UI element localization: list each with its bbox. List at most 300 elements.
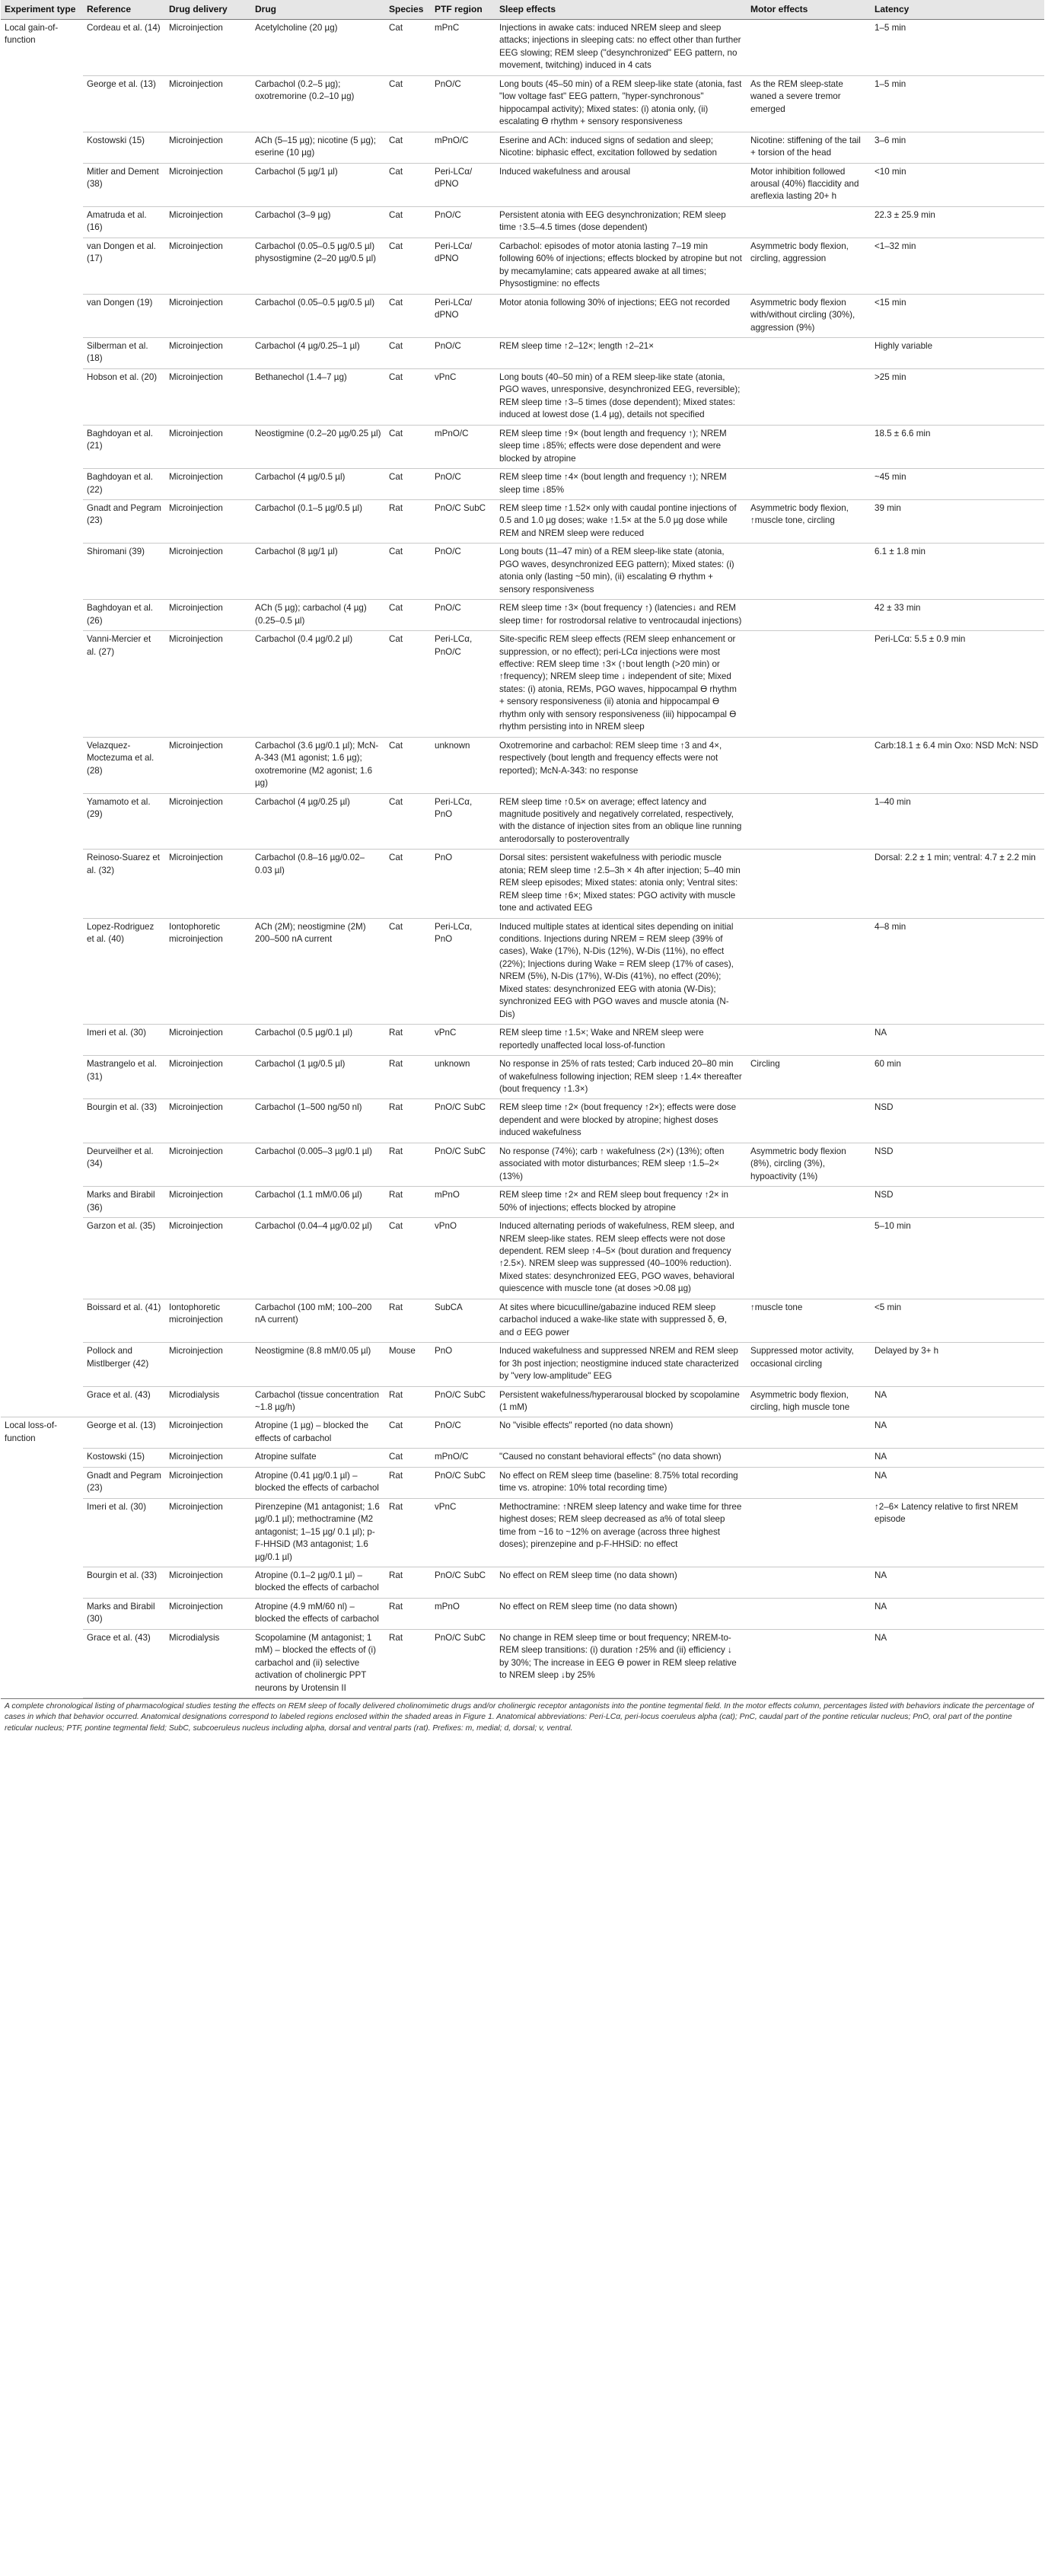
cell-drug-delivery: Microinjection <box>165 631 251 738</box>
cell-motor-effects: Motor inhibition followed arousal (40%) flaccidity and areflexia lasting 20+ h <box>747 163 871 206</box>
cell-drug: Atropine (4.9 mM/60 nl) – blocked the effects of carbachol <box>251 1598 385 1629</box>
cell-drug: Acetylcholine (20 µg) <box>251 20 385 76</box>
header-species: Species <box>385 0 431 20</box>
cell-drug: Atropine (0.41 µg/0.1 µl) – blocked the effects of carbachol <box>251 1467 385 1498</box>
cell-latency: NSD <box>871 1099 1044 1143</box>
cell-experiment-type <box>1 1629 83 1698</box>
cell-sleep-effects: Induced wakefulness and arousal <box>495 163 747 206</box>
cell-drug-delivery: Microinjection <box>165 132 251 163</box>
cell-sleep-effects: No effect on REM sleep time (no data shown) <box>495 1598 747 1629</box>
cell-sleep-effects: Induced multiple states at identical sites depending on initial conditions. Injections during NREM = REM sleep (39% of cases), Wake (17%), N-Dis (12%), W-Dis (11%), no effect (22%); Injections during Wake = REM sleep (17% of cases), NREM (5%), N-Dis (17%), W-Dis (41%), no effect (20%); Mixed states: desynchronized EEG with atonia (W-Dis); synchronized EEG with PGO waves and muscle atonia (N-Dis) <box>495 918 747 1025</box>
cell-drug: Carbachol (0.8–16 µg/0.02–0.03 µl) <box>251 850 385 918</box>
cell-reference: Imeri et al. (30) <box>83 1025 165 1056</box>
cell-drug: ACh (5–15 µg); nicotine (5 µg); eserine (10 µg) <box>251 132 385 163</box>
cell-drug: Carbachol (100 mM; 100–200 nA current) <box>251 1299 385 1342</box>
cell-motor-effects <box>747 20 871 76</box>
cell-ptf-region: mPnO/C <box>431 1449 495 1467</box>
cell-ptf-region: mPnO <box>431 1187 495 1218</box>
cell-motor-effects: Asymmetric body flexion (8%), circling (3%), hypoactivity (1%) <box>747 1143 871 1186</box>
cell-sleep-effects: Motor atonia following 30% of injections; EEG not recorded <box>495 294 747 337</box>
cell-ptf-region: Peri-LCα, PnO <box>431 793 495 850</box>
cell-ptf-region: PnO/C <box>431 1417 495 1449</box>
cell-sleep-effects: Eserine and ACh: induced signs of sedation and sleep; Nicotine: biphasic effect, excitation followed by sedation <box>495 132 747 163</box>
cell-reference: Gnadt and Pegram (23) <box>83 499 165 543</box>
cell-species: Rat <box>385 1099 431 1143</box>
cell-experiment-type <box>1 1343 83 1386</box>
table-row <box>1 1386 1044 1417</box>
cell-sleep-effects: No "visible effects" reported (no data shown) <box>495 1417 747 1449</box>
cell-sleep-effects: Induced alternating periods of wakefulness, REM sleep, and NREM sleep-like states. REM sleep effects were not dose dependent. REM sleep ↑4–5× (bout duration and frequency ↑2.5×). NREM sleep was suppressed (40–100% reduction). Mixed states: desynchronized EEG, PGO waves, behavioral quiescence with muscle tone (at doses >0.08 µg) <box>495 1218 747 1299</box>
header-ptf-region: PTF region <box>431 0 495 20</box>
header-motor-effects: Motor effects <box>747 0 871 20</box>
table-body <box>1 20 1044 1698</box>
cell-experiment-type <box>1 1143 83 1186</box>
cell-species: Rat <box>385 1567 431 1598</box>
cell-ptf-region: unknown <box>431 1056 495 1099</box>
cell-reference: Grace et al. (43) <box>83 1629 165 1698</box>
cell-experiment-type <box>1 1598 83 1629</box>
cell-drug: Carbachol (1.1 mM/0.06 µl) <box>251 1187 385 1218</box>
cell-reference: Baghdoyan et al. (26) <box>83 600 165 631</box>
table-row <box>1 1467 1044 1498</box>
cell-motor-effects <box>747 850 871 918</box>
table-row <box>1 132 1044 163</box>
table-row <box>1 1218 1044 1299</box>
cell-sleep-effects: REM sleep time ↑9× (bout length and frequency ↑); NREM sleep time ↓85%; effects were dose dependent and were blocked by atropine <box>495 425 747 468</box>
cell-reference: Cordeau et al. (14) <box>83 20 165 76</box>
cell-ptf-region: vPnC <box>431 368 495 425</box>
cell-reference: Shiromani (39) <box>83 544 165 600</box>
cell-latency: <5 min <box>871 1299 1044 1342</box>
table-row <box>1 793 1044 850</box>
cell-species: Cat <box>385 918 431 1025</box>
cell-motor-effects <box>747 469 871 500</box>
table-row <box>1 1629 1044 1698</box>
cell-species: Cat <box>385 425 431 468</box>
cell-drug: Bethanechol (1.4–7 µg) <box>251 368 385 425</box>
cell-motor-effects <box>747 1099 871 1143</box>
cell-drug-delivery: Microinjection <box>165 1498 251 1567</box>
cell-experiment-type <box>1 793 83 850</box>
cell-sleep-effects: Persistent wakefulness/hyperarousal blocked by scopolamine (1 mM) <box>495 1386 747 1417</box>
table-row <box>1 631 1044 738</box>
header-latency: Latency <box>871 0 1044 20</box>
footnote-text: A complete chronological listing of pharmacological studies testing the effects on REM sleep of focally delivered cholinomimetic drugs and/or cholinergic receptor antagonists into the pontine tegmental field. In the motor effects column, percentages listed with behaviors indicate the percentage of cases in which that behavior occurred. Anatomical designations correspond to labeled regions enclosed within the shaded areas in Figure 1. Anatomical abbreviations: Peri-LCα, peri-locus coeruleus alpha (cat); PnC, caudal part of the pontine reticular nucleus; PnO, oral part of the pontine reticular nucleus; PTF, pontine tegmental field; SubC, subcoeruleus nucleus including alpha, dorsal and ventral parts (rat). Prefixes: m, medial; d, dorsal; v, ventral. <box>5 1702 1034 1733</box>
cell-reference: Marks and Birabil (36) <box>83 1187 165 1218</box>
cell-experiment-type <box>1 294 83 337</box>
cell-drug-delivery: Iontophoretic microinjection <box>165 1299 251 1342</box>
cell-latency: NSD <box>871 1187 1044 1218</box>
cell-drug-delivery: Microinjection <box>165 163 251 206</box>
cell-species: Rat <box>385 1143 431 1186</box>
cell-drug-delivery: Microinjection <box>165 368 251 425</box>
cell-experiment-type <box>1 850 83 918</box>
cell-species: Cat <box>385 338 431 369</box>
cell-drug: ACh (2M); neostigmine (2M) 200–500 nA current <box>251 918 385 1025</box>
cell-reference: George et al. (13) <box>83 75 165 132</box>
cell-drug: Neostigmine (0.2–20 µg/0.25 µl) <box>251 425 385 468</box>
cell-ptf-region: PnO/C SubC <box>431 1143 495 1186</box>
cell-species: Rat <box>385 1598 431 1629</box>
cell-sleep-effects: At sites where bicuculline/gabazine induced REM sleep carbachol induced a wake-like state with suppressed δ, ϴ, and σ EEG power <box>495 1299 747 1342</box>
table-row <box>1 75 1044 132</box>
cell-species: Rat <box>385 499 431 543</box>
cell-reference: Bourgin et al. (33) <box>83 1567 165 1598</box>
cell-motor-effects <box>747 1498 871 1567</box>
cell-species: Cat <box>385 132 431 163</box>
cell-latency: NA <box>871 1386 1044 1417</box>
cell-latency: Delayed by 3+ h <box>871 1343 1044 1386</box>
cell-drug-delivery: Microdialysis <box>165 1386 251 1417</box>
cell-latency: <10 min <box>871 163 1044 206</box>
table-row <box>1 600 1044 631</box>
cell-reference: Lopez-Rodriguez et al. (40) <box>83 918 165 1025</box>
cell-latency: 6.1 ± 1.8 min <box>871 544 1044 600</box>
cell-ptf-region: PnO/C SubC <box>431 1467 495 1498</box>
cell-species: Rat <box>385 1187 431 1218</box>
table-row <box>1 1343 1044 1386</box>
cell-reference: Bourgin et al. (33) <box>83 1099 165 1143</box>
cell-ptf-region: PnO/C SubC <box>431 1567 495 1598</box>
cell-experiment-type: Local gain-of-function <box>1 20 83 76</box>
cell-ptf-region: vPnO <box>431 1218 495 1299</box>
cell-drug-delivery: Microinjection <box>165 1025 251 1056</box>
cell-species: Cat <box>385 206 431 238</box>
cell-latency: NA <box>871 1449 1044 1467</box>
cell-motor-effects <box>747 206 871 238</box>
cell-latency: NA <box>871 1567 1044 1598</box>
cell-latency: NA <box>871 1629 1044 1698</box>
cell-drug: Pirenzepine (M1 antagonist; 1.6 µg/0.1 µl); methoctramine (M2 antagonist; 1–15 µg/ 0.1 µl); p-F-HHSiD (M3 antagonist; 1.6 µg/0.1 µl) <box>251 1498 385 1567</box>
cell-drug: Carbachol (tissue concentration ~1.8 µg/h) <box>251 1386 385 1417</box>
cell-reference: Grace et al. (43) <box>83 1386 165 1417</box>
cell-motor-effects: Asymmetric body flexion, circling, aggression <box>747 238 871 294</box>
cell-motor-effects <box>747 1025 871 1056</box>
cell-reference: Kostowski (15) <box>83 1449 165 1467</box>
cell-drug-delivery: Microinjection <box>165 425 251 468</box>
cell-ptf-region: Peri-LCα, PnO/C <box>431 631 495 738</box>
table-row <box>1 20 1044 76</box>
cell-drug-delivery: Microdialysis <box>165 1629 251 1698</box>
cell-species: Rat <box>385 1386 431 1417</box>
table-row <box>1 294 1044 337</box>
cell-ptf-region: PnO/C <box>431 338 495 369</box>
cell-sleep-effects: REM sleep time ↑0.5× on average; effect latency and magnitude positively and negatively correlated, respectively, with the distance of injection sites from an oblique line running anterodorsally to posteroventrally <box>495 793 747 850</box>
cell-species: Cat <box>385 737 431 793</box>
table-row <box>1 163 1044 206</box>
cell-reference: Gnadt and Pegram (23) <box>83 1467 165 1498</box>
cell-drug-delivery: Microinjection <box>165 793 251 850</box>
cell-reference: Imeri et al. (30) <box>83 1498 165 1567</box>
cell-reference: Baghdoyan et al. (21) <box>83 425 165 468</box>
cell-sleep-effects: REM sleep time ↑1.5×; Wake and NREM sleep were reportedly unaffected local loss-of-function <box>495 1025 747 1056</box>
cell-motor-effects: Asymmetric body flexion with/without circling (30%), aggression (9%) <box>747 294 871 337</box>
cell-motor-effects <box>747 544 871 600</box>
cell-latency: ↑2–6× Latency relative to first NREM episode <box>871 1498 1044 1567</box>
cell-experiment-type <box>1 132 83 163</box>
cell-motor-effects <box>747 1567 871 1598</box>
cell-species: Cat <box>385 1449 431 1467</box>
cell-drug: Carbachol (4 µg/0.25 µl) <box>251 793 385 850</box>
cell-reference: van Dongen et al. (17) <box>83 238 165 294</box>
cell-species: Cat <box>385 294 431 337</box>
cell-motor-effects <box>747 737 871 793</box>
cell-ptf-region: vPnC <box>431 1025 495 1056</box>
cell-species: Cat <box>385 600 431 631</box>
cell-experiment-type <box>1 1386 83 1417</box>
cell-latency: <15 min <box>871 294 1044 337</box>
cell-drug-delivery: Microinjection <box>165 1567 251 1598</box>
cell-motor-effects <box>747 1598 871 1629</box>
cell-drug: Atropine sulfate <box>251 1449 385 1467</box>
cell-experiment-type <box>1 1449 83 1467</box>
cell-drug-delivery: Microinjection <box>165 1143 251 1186</box>
cell-sleep-effects: REM sleep time ↑2× (bout frequency ↑2×); effects were dose dependent and were blocked by atropine; highest doses induced wakefulness <box>495 1099 747 1143</box>
cell-sleep-effects: Site-specific REM sleep effects (REM sleep enhancement or suppression, or no effect); peri-LCα injections were most effective: REM sleep time ↑3× (↑bout length (>20 min) or ↑frequency); NREM sleep time ↓ independent of site; Mixed states: (i) atonia, REMs, PGO waves, hippocampal ϴ rhythm + sensory responsiveness (ii) atonia and hippocampal ϴ rhythm only with sensory responsiveness (iii) hippocampal ϴ rhythm persisting into in NREM sleep <box>495 631 747 738</box>
cell-sleep-effects: REM sleep time ↑1.52× only with caudal pontine injections of 0.5 and 1.0 µg doses; wake ↑1.5× at the 5.0 µg dose while REM and NREM sleep were reduced <box>495 499 747 543</box>
cell-species: Rat <box>385 1025 431 1056</box>
cell-ptf-region: unknown <box>431 737 495 793</box>
table-row <box>1 1056 1044 1099</box>
cell-species: Rat <box>385 1056 431 1099</box>
cell-experiment-type <box>1 469 83 500</box>
cell-drug: Carbachol (0.1–5 µg/0.5 µl) <box>251 499 385 543</box>
cell-reference: Boissard et al. (41) <box>83 1299 165 1342</box>
cell-motor-effects <box>747 1417 871 1449</box>
cell-sleep-effects: Long bouts (11–47 min) of a REM sleep-like state (atonia, PGO waves, desynchronized EEG pattern); Mixed states: (i) atonia only (lasting ~50 min), (ii) escalating ϴ rhythm + sensory responsiveness <box>495 544 747 600</box>
table-row <box>1 206 1044 238</box>
cell-ptf-region: PnO/C SubC <box>431 1386 495 1417</box>
cell-sleep-effects: REM sleep time ↑2–12×; length ↑2–21× <box>495 338 747 369</box>
cell-experiment-type <box>1 737 83 793</box>
cell-experiment-type <box>1 918 83 1025</box>
cell-species: Cat <box>385 238 431 294</box>
cell-drug: Carbachol (4 µg/0.25–1 µl) <box>251 338 385 369</box>
cell-experiment-type <box>1 75 83 132</box>
cell-drug-delivery: Iontophoretic microinjection <box>165 918 251 1025</box>
cell-motor-effects <box>747 793 871 850</box>
cell-motor-effects <box>747 1218 871 1299</box>
cell-drug-delivery: Microinjection <box>165 544 251 600</box>
cell-latency: 60 min <box>871 1056 1044 1099</box>
cell-drug-delivery: Microinjection <box>165 737 251 793</box>
table-row <box>1 737 1044 793</box>
cell-drug: Carbachol (0.5 µg/0.1 µl) <box>251 1025 385 1056</box>
cell-reference: Yamamoto et al. (29) <box>83 793 165 850</box>
cell-species: Cat <box>385 163 431 206</box>
table-row <box>1 1417 1044 1449</box>
cell-experiment-type <box>1 368 83 425</box>
table-row <box>1 238 1044 294</box>
cell-experiment-type <box>1 1299 83 1342</box>
cell-experiment-type <box>1 1218 83 1299</box>
cell-reference: Mitler and Dement (38) <box>83 163 165 206</box>
cell-drug-delivery: Microinjection <box>165 1343 251 1386</box>
cell-reference: Kostowski (15) <box>83 132 165 163</box>
cell-motor-effects <box>747 1629 871 1698</box>
cell-species: Mouse <box>385 1343 431 1386</box>
cell-drug-delivery: Microinjection <box>165 75 251 132</box>
cell-reference: Vanni-Mercier et al. (27) <box>83 631 165 738</box>
cell-sleep-effects: Carbachol: episodes of motor atonia lasting 7–19 min following 60% of injections; effects blocked by atropine but not by mecamylamine; cats appeared awake at all times; Physostigmine: no effects <box>495 238 747 294</box>
table-row <box>1 850 1044 918</box>
cell-experiment-type <box>1 163 83 206</box>
cell-reference: Deurveilher et al. (34) <box>83 1143 165 1186</box>
cell-drug: Carbachol (8 µg/1 µl) <box>251 544 385 600</box>
cell-ptf-region: Peri-LCα/ dPNO <box>431 238 495 294</box>
cell-drug-delivery: Microinjection <box>165 1187 251 1218</box>
cell-latency: 4–8 min <box>871 918 1044 1025</box>
cell-sleep-effects: Long bouts (40–50 min) of a REM sleep-like state (atonia, PGO waves, unresponsive, desynchronized EEG, reversible); REM sleep time ↑3–5 times (dose dependent); Mixed states: induced at lowest dose (1.4 µg), details not specified <box>495 368 747 425</box>
cell-experiment-type <box>1 544 83 600</box>
cell-reference: van Dongen (19) <box>83 294 165 337</box>
cell-species: Rat <box>385 1299 431 1342</box>
cell-motor-effects <box>747 1187 871 1218</box>
cell-reference: Hobson et al. (20) <box>83 368 165 425</box>
table-row <box>1 1498 1044 1567</box>
cell-sleep-effects: No change in REM sleep time or bout frequency; NREM-to-REM sleep transitions: (i) duration ↑25% and (ii) efficiency ↓ by 30%; The increase in EEG ϴ power in REM sleep relative to NREM sleep ↓by 25% <box>495 1629 747 1698</box>
cell-drug-delivery: Microinjection <box>165 1467 251 1498</box>
cell-latency: Carb:18.1 ± 6.4 min Oxo: NSD McN: NSD <box>871 737 1044 793</box>
header-sleep-effects: Sleep effects <box>495 0 747 20</box>
cell-drug: Carbachol (0.005–3 µg/0.1 µl) <box>251 1143 385 1186</box>
cell-motor-effects <box>747 918 871 1025</box>
cell-experiment-type <box>1 1056 83 1099</box>
cell-species: Rat <box>385 1629 431 1698</box>
cell-sleep-effects: Injections in awake cats: induced NREM sleep and sleep attacks; injections in sleeping cats: no effect other than further EEG slowing; REM sleep ("desynchronized" EEG pattern, no movement, twitching) induced in 4 cats <box>495 20 747 76</box>
cell-sleep-effects: No effect on REM sleep time (baseline: 8.75% total recording time vs. atropine: 10% total recording time) <box>495 1467 747 1498</box>
cell-species: Cat <box>385 368 431 425</box>
cell-motor-effects <box>747 368 871 425</box>
cell-drug: Carbachol (0.04–4 µg/0.02 µl) <box>251 1218 385 1299</box>
cell-sleep-effects: No response in 25% of rats tested; Carb induced 20–80 min of wakefulness following injection; REM sleep ↑1.4× thereafter (bout frequency ↑1.3×) <box>495 1056 747 1099</box>
cell-drug: Carbachol (0.4 µg/0.2 µl) <box>251 631 385 738</box>
table-row <box>1 368 1044 425</box>
cell-latency: ~45 min <box>871 469 1044 500</box>
table-row <box>1 1025 1044 1056</box>
cell-species: Cat <box>385 1417 431 1449</box>
header-drug: Drug <box>251 0 385 20</box>
table-row <box>1 1187 1044 1218</box>
cell-species: Rat <box>385 1498 431 1567</box>
cell-drug: Carbachol (4 µg/0.5 µl) <box>251 469 385 500</box>
cell-ptf-region: mPnC <box>431 20 495 76</box>
cell-latency: NA <box>871 1417 1044 1449</box>
cell-latency: Peri-LCα: 5.5 ± 0.9 min <box>871 631 1044 738</box>
cell-experiment-type <box>1 1025 83 1056</box>
cell-sleep-effects: Dorsal sites: persistent wakefulness with periodic muscle atonia; REM sleep time ↑2.5–3h × 4h after injection; 5–40 min REM sleep episodes; Mixed states: atonia only; Ventral sites: REM sleep time ↑6×; Mixed states: PGO activity with muscle tone and activated EEG <box>495 850 747 918</box>
cell-ptf-region: PnO/C <box>431 544 495 600</box>
cell-reference: Amatruda et al. (16) <box>83 206 165 238</box>
cell-latency: NA <box>871 1467 1044 1498</box>
cell-experiment-type <box>1 338 83 369</box>
cell-latency: NA <box>871 1025 1044 1056</box>
cell-sleep-effects: No response (74%); carb ↑ wakefulness (2×) (13%); often associated with motor disturbances; REM sleep ↑1.5–2× (13%) <box>495 1143 747 1186</box>
cell-latency: 42 ± 33 min <box>871 600 1044 631</box>
cell-latency: Highly variable <box>871 338 1044 369</box>
cell-reference: Pollock and Mistlberger (42) <box>83 1343 165 1386</box>
cell-sleep-effects: Oxotremorine and carbachol: REM sleep time ↑3 and 4×, respectively (bout length and frequency effects were not reported); McN-A-343: no response <box>495 737 747 793</box>
cell-experiment-type <box>1 1498 83 1567</box>
cell-sleep-effects: Persistent atonia with EEG desynchronization; REM sleep time ↑3.5–4.5 times (dose dependent) <box>495 206 747 238</box>
cell-ptf-region: PnO/C SubC <box>431 1629 495 1698</box>
cell-ptf-region: Peri-LCα/ dPNO <box>431 163 495 206</box>
table-row <box>1 425 1044 468</box>
cell-motor-effects: Asymmetric body flexion, circling, high muscle tone <box>747 1386 871 1417</box>
cell-motor-effects <box>747 600 871 631</box>
cell-sleep-effects: Induced wakefulness and suppressed NREM and REM sleep for 3h post injection; neostigmine induced state characterized by "very low-amplitude" EEG <box>495 1343 747 1386</box>
cell-latency: NSD <box>871 1143 1044 1186</box>
cell-species: Cat <box>385 20 431 76</box>
cell-motor-effects: Asymmetric body flexion, ↑muscle tone, circling <box>747 499 871 543</box>
cell-ptf-region: vPnC <box>431 1498 495 1567</box>
cell-drug-delivery: Microinjection <box>165 206 251 238</box>
header-drug-delivery: Drug delivery <box>165 0 251 20</box>
cell-experiment-type <box>1 238 83 294</box>
cell-reference: Mastrangelo et al. (31) <box>83 1056 165 1099</box>
cell-experiment-type <box>1 1187 83 1218</box>
cell-drug: Carbachol (1 µg/0.5 µl) <box>251 1056 385 1099</box>
cell-ptf-region: PnO/C SubC <box>431 1099 495 1143</box>
cell-reference: Garzon et al. (35) <box>83 1218 165 1299</box>
cell-sleep-effects: Long bouts (45–50 min) of a REM sleep-like state (atonia, fast "low voltage fast" EEG pattern, "hyper-synchronous" hippocampal activity); Mixed states: (i) atonia only, (ii) escalating ϴ rhythm + sensory responsiveness <box>495 75 747 132</box>
cell-sleep-effects: REM sleep time ↑3× (bout frequency ↑) (latencies↓ and REM sleep time↑ for rostrodorsal relative to ventrocaudal injections) <box>495 600 747 631</box>
cell-latency: 1–5 min <box>871 20 1044 76</box>
cell-ptf-region: PnO/C <box>431 600 495 631</box>
cell-latency: 39 min <box>871 499 1044 543</box>
cell-motor-effects <box>747 425 871 468</box>
cell-experiment-type <box>1 206 83 238</box>
cell-ptf-region: Peri-LCα/ dPNO <box>431 294 495 337</box>
cell-species: Cat <box>385 1218 431 1299</box>
cell-drug: ACh (5 µg); carbachol (4 µg) (0.25–0.5 µl) <box>251 600 385 631</box>
cell-drug: Atropine (0.1–2 µg/0.1 µl) – blocked the effects of carbachol <box>251 1567 385 1598</box>
table-row <box>1 1567 1044 1598</box>
cell-motor-effects: ↑muscle tone <box>747 1299 871 1342</box>
cell-latency: <1–32 min <box>871 238 1044 294</box>
cell-drug: Carbachol (0.05–0.5 µg/0.5 µl) physostigmine (2–20 µg/0.5 µl) <box>251 238 385 294</box>
table-footnote <box>1 1698 1044 1734</box>
cell-experiment-type <box>1 1467 83 1498</box>
cell-ptf-region: Peri-LCα, PnO <box>431 918 495 1025</box>
cell-motor-effects: Circling <box>747 1056 871 1099</box>
cell-motor-effects <box>747 631 871 738</box>
cell-drug-delivery: Microinjection <box>165 469 251 500</box>
cell-latency: 1–40 min <box>871 793 1044 850</box>
cell-drug-delivery: Microinjection <box>165 20 251 76</box>
cell-drug: Scopolamine (M antagonist; 1 mM) – blocked the effects of (i) carbachol and (ii) selective activation of cholinergic PPT neurons by Urotensin II <box>251 1629 385 1698</box>
cell-experiment-type <box>1 499 83 543</box>
cell-reference: Baghdoyan et al. (22) <box>83 469 165 500</box>
cell-drug-delivery: Microinjection <box>165 1099 251 1143</box>
header-experiment-type: Experiment type <box>1 0 83 20</box>
cell-motor-effects: Suppressed motor activity, occasional circling <box>747 1343 871 1386</box>
cell-sleep-effects: REM sleep time ↑2× and REM sleep bout frequency ↑2× in 50% of injections; effects blocked by atropine <box>495 1187 747 1218</box>
cell-experiment-type <box>1 1567 83 1598</box>
cell-experiment-type <box>1 1099 83 1143</box>
cell-sleep-effects: No effect on REM sleep time (no data shown) <box>495 1567 747 1598</box>
cell-species: Rat <box>385 1467 431 1498</box>
table-row <box>1 1299 1044 1342</box>
cell-ptf-region: mPnO/C <box>431 425 495 468</box>
cell-ptf-region: PnO <box>431 850 495 918</box>
cell-latency: NA <box>871 1598 1044 1629</box>
cell-drug: Carbachol (3–9 µg) <box>251 206 385 238</box>
cell-reference: Marks and Birabil (30) <box>83 1598 165 1629</box>
cell-latency: 18.5 ± 6.6 min <box>871 425 1044 468</box>
cell-species: Cat <box>385 793 431 850</box>
cell-drug-delivery: Microinjection <box>165 1598 251 1629</box>
